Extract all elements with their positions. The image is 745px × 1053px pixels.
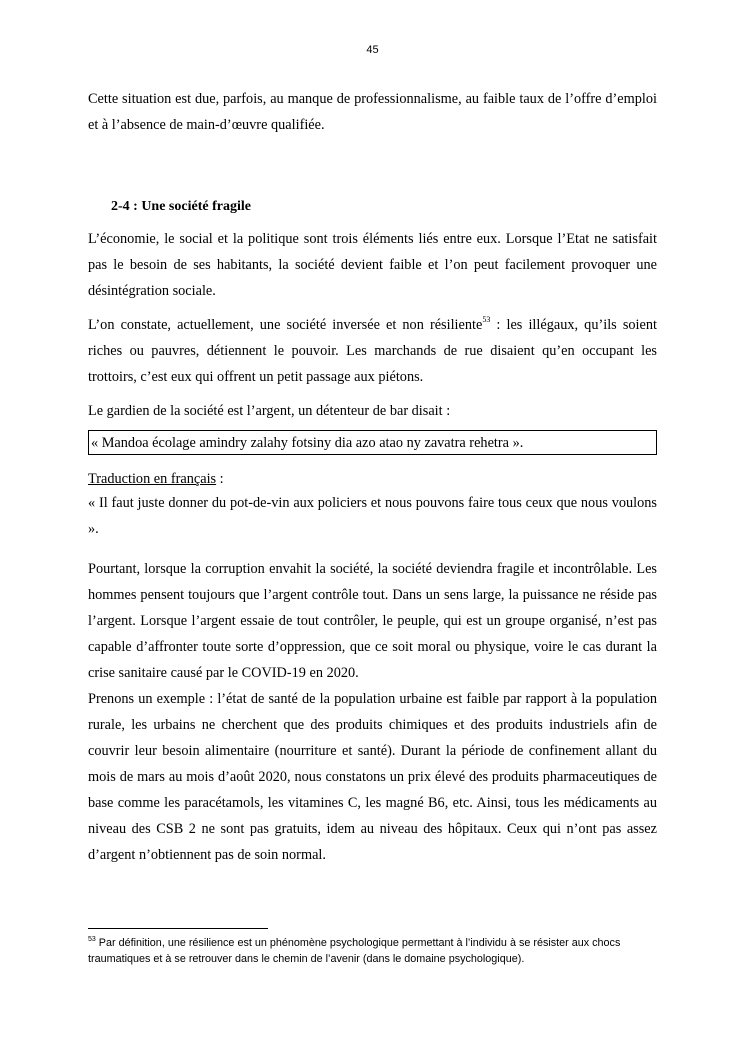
footnote — [88, 935, 660, 967]
paragraph-intro: Cette situation est due, parfois, au manque de professionnalisme, au faible taux de l’offre d’emploi et à l’absence de main-d’œuvre qualifiée. — [88, 91, 657, 133]
paragraph-example: Prenons un exemple : l’état de santé de la population urbaine est faible par rapport à la population rurale, les urbains ne cherchent que des produits chimiques et des produits industriels afin de couvrir leur besoin alimentaire (nourriture et santé). Durant la période de confinement allant du mois de mars au mois d’août 2020, nous constatons un prix élevé des produits pharmaceutiques de base comme les paracétamols, les vitamines C, les magné B6, etc. Ainsi, tous les médicaments au niveau des CSB 2 ne sont pas gratuits, idem au niveau des hôpitaux. Ceux qui n’ont pas assez d’argent n’obtiennent pas de soin normal. — [88, 691, 657, 863]
page-number: 45 — [366, 44, 379, 56]
translation-text: « Il faut juste donner du pot-de-vin aux policiers et nous pouvons faire tous ceux que nous voulons ». — [88, 495, 657, 537]
paragraph-corruption: Pourtant, lorsque la corruption envahit la société, la société deviendra fragile et incontrôlable. Les hommes pensent toujours que l’argent contrôle tout. Dans un sens large, la puissance ne réside pas l’argent. Lorsque l’argent essaie de tout contrôler, le peuple, qui est un groupe organisé, n’est pas capable d’affronter toute sorte d’oppression, que ce soit moral ou physique, voire le cas durant la crise sanitaire causé par le COVID-19 en 2020. — [88, 561, 657, 681]
page-body — [88, 86, 657, 868]
translation-label: Traduction en français — [88, 471, 217, 487]
paragraph-economy: L’économie, le social et la politique sont trois éléments liés entre eux. Lorsque l’Etat ne satisfait pas le besoin de ses habitants, la société devient faible et l’on peut facilement provoquer une désintégration sociale. — [88, 231, 657, 299]
paragraph-inverted-society-start: L’on constate, actuellement, une société inversée et non résiliente — [88, 317, 483, 333]
translation-heading — [88, 467, 657, 491]
section-heading: 2-4 : Une société fragile — [111, 199, 251, 214]
footnote-reference[interactable]: 53 — [482, 315, 491, 324]
translation-colon: : — [216, 471, 224, 487]
paragraph-guardian: Le gardien de la société est l’argent, un détenteur de bar disait : — [88, 403, 451, 419]
footnote-separator — [88, 928, 268, 929]
footnote-number: 53 — [88, 936, 96, 943]
malagasy-quote-box: « Mandoa écolage amindry zalahy fotsiny dia azo atao ny zavatra rehetra ». — [88, 430, 657, 455]
paragraph-inverted-society-end: : les illégaux, qu’ils soient riches ou pauvres, détiennent le pouvoir. Les marchands de rue disaient qu’en occupant les trottoirs, c’est eux qui offrent un petit passage aux piétons. — [88, 317, 657, 385]
footnote-text: Par définition, une résilience est un phénomène psychologique permettant à l’individu à se résister aux chocs traumatiques et à se retrouver dans le chemin de l’avenir (dans le domaine psychologique). — [88, 937, 621, 965]
paragraph-inverted-society — [88, 312, 657, 390]
